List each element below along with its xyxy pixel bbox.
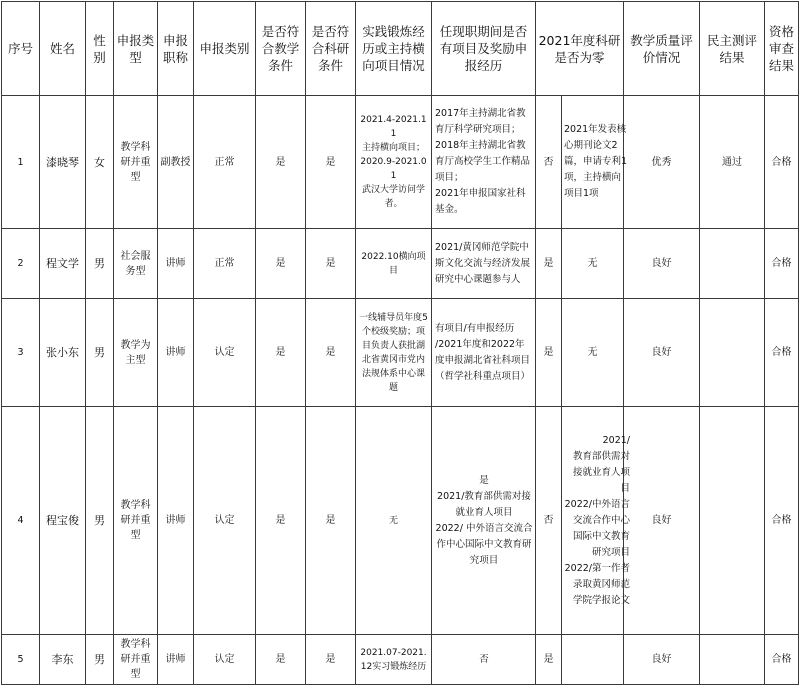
header-declare-type: 申报类型 [114, 2, 158, 96]
practice-cell: 2022.10横向项目 [356, 229, 432, 299]
header-democratic-eval: 民主测评结果 [700, 2, 765, 96]
category-cell: 正常 [194, 229, 256, 299]
zero-research-note-text: 2021/ 教育部供需对接就业育人项目 2022/中外语言交流合作中心国际中文教育研究项目 2022/第一作者录取黄冈师范学院学报论文 [564, 434, 630, 606]
zero-research-note-cell [562, 96, 628, 229]
qualification-cell: 合格 [765, 407, 799, 635]
projects-cell: 2021/黄冈师范学院中斯文化交流与经济发展研究中心课题参与人 [432, 229, 536, 299]
declare-type-cell: 教学为主型 [114, 299, 158, 407]
teaching-ok-cell: 是 [256, 635, 306, 685]
name-cell: 程文学 [40, 229, 86, 299]
teaching-ok-cell: 是 [256, 299, 306, 407]
category-cell: 认定 [194, 299, 256, 407]
name-cell: 程宝俊 [40, 407, 86, 635]
title-cell: 讲师 [158, 407, 194, 635]
zero-research-flag-cell: 是 [536, 299, 562, 407]
qualification-cell: 合格 [765, 635, 799, 685]
qualification-cell: 合格 [765, 299, 799, 407]
practice-cell: 2021.4-2021.11 主持横向项目； 2020.9-2021.01 武汉大学访问学者。 [356, 96, 432, 229]
zero-research-note-cell [562, 635, 624, 685]
header-research-ok: 是否符合科研条件 [306, 2, 356, 96]
header-teaching-eval: 教学质量评价情况 [624, 2, 700, 96]
seq-cell: 5 [2, 635, 40, 685]
header-name: 姓名 [40, 2, 86, 96]
zero-research-note-text: 2021年发表核心期刊论文2篇，申请专利1项，主持横向项目1项 [564, 124, 628, 199]
democratic-eval-cell [700, 299, 765, 407]
teaching-ok-cell: 是 [256, 407, 306, 635]
democratic-eval-cell [700, 407, 765, 635]
teaching-eval-cell: 优秀 [624, 96, 700, 229]
projects-cell: 是 2021/教育部供需对接就业育人项目 2022/ 中外语言交流合作中心国际中文教育研究项目 [432, 407, 536, 635]
teaching-eval-cell: 良好 [624, 635, 700, 685]
zero-research-flag-cell: 是 [536, 229, 562, 299]
zero-research-flag-cell: 否 [536, 407, 562, 635]
research-ok-cell: 是 [306, 407, 356, 635]
seq-cell: 2 [2, 229, 40, 299]
teaching-eval-cell: 良好 [624, 407, 700, 635]
research-ok-cell: 是 [306, 96, 356, 229]
qualification-cell: 合格 [765, 96, 799, 229]
header-row [2, 2, 799, 96]
gender-cell: 男 [86, 407, 114, 635]
teaching-ok-cell: 是 [256, 96, 306, 229]
header-teaching-ok: 是否符合教学条件 [256, 2, 306, 96]
research-ok-cell: 是 [306, 229, 356, 299]
zero-research-note-cell [562, 407, 630, 635]
qualification-review-table [1, 1, 799, 685]
zero-research-flag-cell: 是 [536, 635, 562, 685]
header-seq: 序号 [2, 2, 40, 96]
zero-research-note-cell: 无 [562, 229, 624, 299]
title-cell: 副教授 [158, 96, 194, 229]
table-row [2, 96, 799, 229]
teaching-ok-cell: 是 [256, 229, 306, 299]
name-cell: 漆晓琴 [40, 96, 86, 229]
title-cell: 讲师 [158, 229, 194, 299]
title-cell: 讲师 [158, 635, 194, 685]
projects-cell: 有项目/有申报经历 /2021年度和2022年度申报湖北省社科项目（哲学社科重点项目） [432, 299, 536, 407]
declare-type-cell: 教学科研并重型 [114, 635, 158, 685]
table-row [2, 407, 799, 635]
category-cell: 认定 [194, 407, 256, 635]
table-row [2, 299, 799, 407]
header-projects: 任现职期间是否有项目及奖励申报经历 [432, 2, 536, 96]
zero-research-note-cell: 无 [562, 299, 624, 407]
header-title: 申报职称 [158, 2, 194, 96]
projects-cell: 否 [432, 635, 536, 685]
democratic-eval-cell [700, 635, 765, 685]
practice-cell: 无 [356, 407, 432, 635]
declare-type-cell: 社会服务型 [114, 229, 158, 299]
gender-cell: 男 [86, 229, 114, 299]
header-zero-research: 2021年度科研是否为零 [536, 2, 624, 96]
category-cell: 正常 [194, 96, 256, 229]
table-row [2, 229, 799, 299]
teaching-eval-cell: 良好 [624, 229, 700, 299]
header-qualification: 资格审查结果 [765, 2, 799, 96]
gender-cell: 女 [86, 96, 114, 229]
name-cell: 张小东 [40, 299, 86, 407]
zero-research-flag-cell: 否 [536, 96, 562, 229]
research-ok-cell: 是 [306, 635, 356, 685]
gender-cell: 男 [86, 299, 114, 407]
table-row [2, 635, 799, 685]
declare-type-cell: 教学科研并重型 [114, 96, 158, 229]
category-cell: 认定 [194, 635, 256, 685]
name-cell: 李东 [40, 635, 86, 685]
header-gender: 性别 [86, 2, 114, 96]
seq-cell: 1 [2, 96, 40, 229]
header-practice: 实践锻炼经历或主持横向项目情况 [356, 2, 432, 96]
democratic-eval-cell: 通过 [700, 96, 765, 229]
projects-cell: 2017年主持湖北省教育厅科学研究项目； 2018年主持湖北省教育厅高校学生工作精品项目； 2021年申报国家社科基金。 [432, 96, 536, 229]
title-cell: 讲师 [158, 299, 194, 407]
seq-cell: 3 [2, 299, 40, 407]
practice-cell: 2021.07-2021.12实习锻炼经历 [356, 635, 432, 685]
seq-cell: 4 [2, 407, 40, 635]
research-ok-cell: 是 [306, 299, 356, 407]
gender-cell: 男 [86, 635, 114, 685]
header-category: 申报类别 [194, 2, 256, 96]
practice-cell: 一线辅导员年度5个校级奖励；项目负责人获批湖北省黄冈市党内法规体系中心课题 [356, 299, 432, 407]
teaching-eval-cell: 良好 [624, 299, 700, 407]
democratic-eval-cell [700, 229, 765, 299]
qualification-cell: 合格 [765, 229, 799, 299]
declare-type-cell: 教学科研并重型 [114, 407, 158, 635]
